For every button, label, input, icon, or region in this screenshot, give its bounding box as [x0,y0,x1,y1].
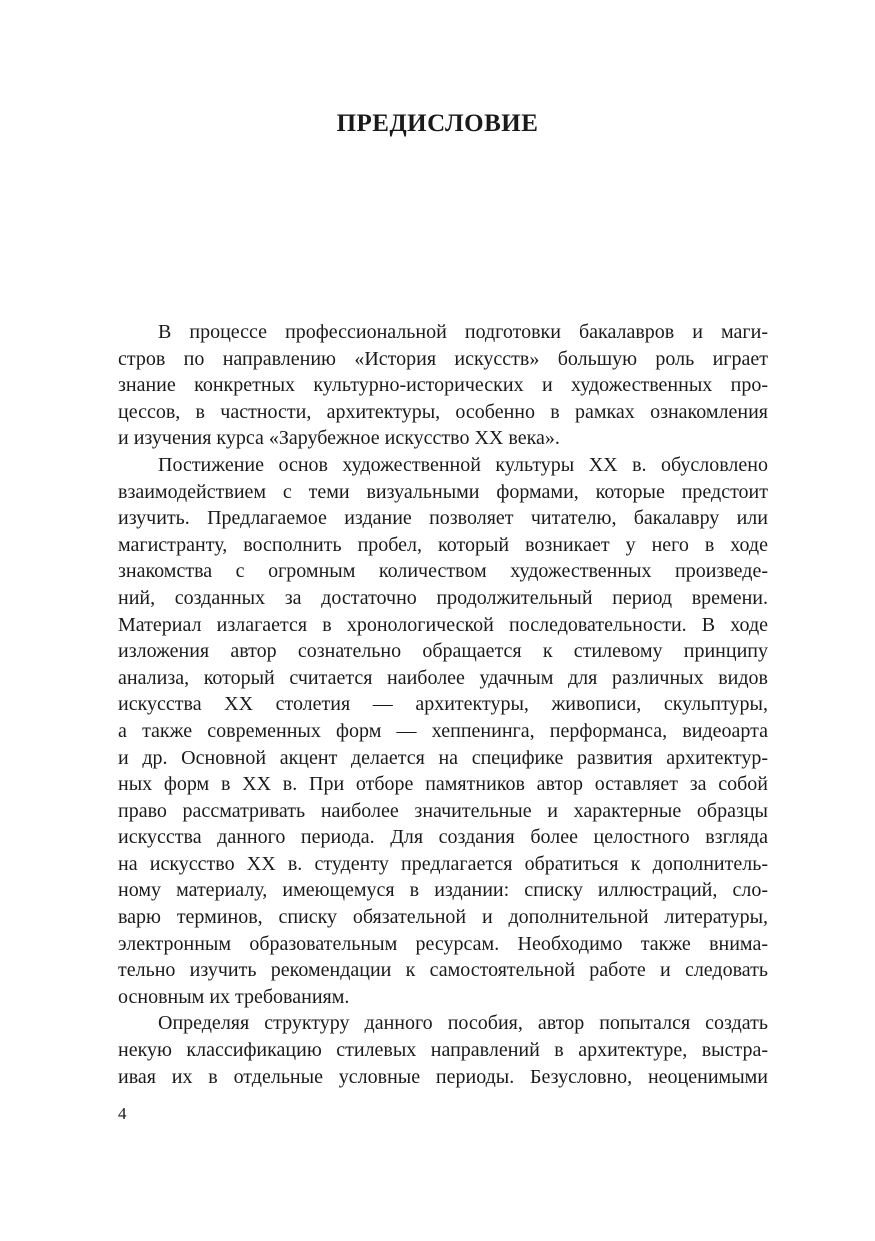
text-line: взаимодействием с теми визуальными формами, которые предстоит [118,480,768,503]
text-line: ивая их в отдельные условные периоды. Безусловно, неоценимыми [118,1065,768,1088]
text-line: знакомства с огромным количеством художественных произведе- [118,560,768,583]
text-line: Материал излагается в хронологической последовательности. В ходе [118,613,768,636]
text-line: искусства XX столетия — архитектуры, живописи, скульптуры, [118,693,768,716]
page-number: 4 [118,1104,127,1123]
text-line: и др. Основной акцент делается на специфике развития архитектур- [118,746,768,769]
text-line: на искусство XX в. студенту предлагается обратиться к дополнитель- [118,852,768,875]
text-line: ному материалу, имеющемуся в издании: списку иллюстраций, сло- [118,879,768,902]
text-line: стров по направлению «История искусств» большую роль играет [118,347,768,370]
text-line: знание конкретных культурно-исторических и художественных про- [118,374,768,397]
text-line: ных форм в XX в. При отборе памятников автор оставляет за собой [118,773,768,796]
preface-body [118,319,768,1090]
text-line: цессов, в частности, архитектуры, особенно в рамках ознакомления [118,400,768,423]
text-line: изложения автор сознательно обращается к стилевому принципу [118,640,768,663]
text-line: некую классификацию стилевых направлений в архитектуре, выстра- [118,1039,768,1062]
page-title: ПРЕДИСЛОВИЕ [336,110,539,137]
text-line: Постижение основ художественной культуры XX в. обусловлено [158,453,768,476]
text-line: В процессе профессиональной подготовки бакалавров и маги- [158,321,768,343]
text-line: и изучения курса «Зарубежное искусство XX века». [118,427,560,450]
text-line: варю терминов, списку обязательной и дополнительной литературы, [118,906,768,929]
text-line: основным их требованиям. [118,985,350,1008]
text-line: а также современных форм — хеппенинга, перформанса, видеоарта [118,719,768,742]
text-line: право рассматривать наиболее значительные и характерные образцы [118,799,768,822]
text-line: искусства данного периода. Для создания более целостного взгляда [118,826,768,849]
text-line: тельно изучить рекомендации к самостоятельной работе и следовать [118,959,768,982]
text-line: анализа, который считается наиболее удачным для различных видов [118,666,768,689]
text-line: магистранту, восполнить пробел, который возникает у него в ходе [118,533,768,556]
text-line: электронным образовательным ресурсам. Необходимо также внима- [118,932,768,955]
text-line: изучить. Предлагаемое издание позволяет читателю, бакалавру или [118,507,768,530]
text-line: Определяя структуру данного пособия, автор попытался создать [158,1012,768,1035]
text-line: ний, созданных за достаточно продолжительный период времени. [118,586,768,609]
